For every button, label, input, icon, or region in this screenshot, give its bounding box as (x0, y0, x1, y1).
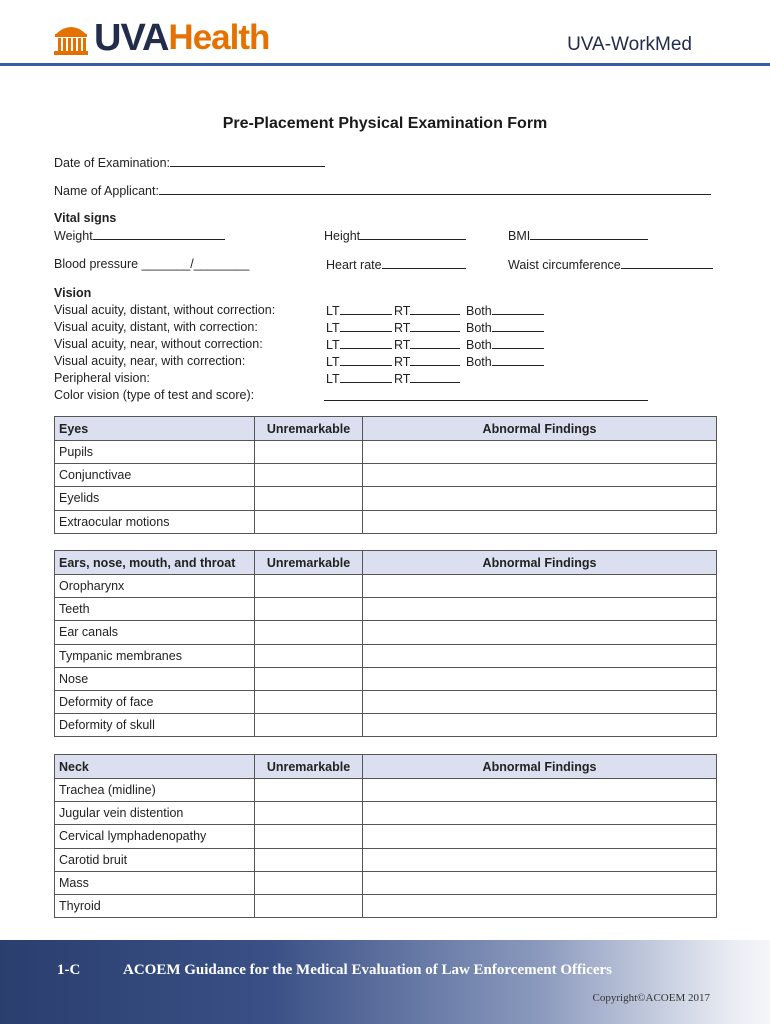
unremarkable-cell[interactable] (255, 825, 363, 848)
unremarkable-cell[interactable] (255, 690, 363, 713)
abnormal-cell[interactable] (363, 802, 717, 825)
abnormal-cell[interactable] (363, 825, 717, 848)
unremarkable-cell[interactable] (255, 714, 363, 737)
row-label: Eyelids (55, 487, 255, 510)
col-unremarkable: Unremarkable (255, 417, 363, 441)
lt-label: LT (326, 321, 340, 335)
vision-row-label: Visual acuity, near, without correction: (54, 337, 263, 351)
uva-health-logo (52, 17, 270, 59)
both-label: Both (466, 321, 492, 335)
abnormal-cell[interactable] (363, 464, 717, 487)
unremarkable-cell[interactable] (255, 510, 363, 533)
table-row (55, 464, 717, 487)
table-row (55, 848, 717, 871)
both-label: Both (466, 304, 492, 318)
vision-row-rt[interactable] (394, 354, 460, 369)
table-row (55, 871, 717, 894)
unremarkable-cell[interactable] (255, 779, 363, 802)
row-label: Extraocular motions (55, 510, 255, 533)
footer-page-number: 1-C (57, 962, 81, 978)
row-label: Ear canals (55, 621, 255, 644)
row-label: Trachea (midline) (55, 779, 255, 802)
lt-blank[interactable] (340, 303, 392, 315)
unremarkable-cell[interactable] (255, 644, 363, 667)
abnormal-cell[interactable] (363, 690, 717, 713)
rt-blank[interactable] (410, 337, 460, 349)
rt-blank[interactable] (410, 371, 460, 383)
vision-row-lt[interactable] (326, 371, 392, 386)
row-label: Teeth (55, 598, 255, 621)
rt-label: RT (394, 321, 411, 335)
lt-label: LT (326, 355, 340, 369)
lt-blank[interactable] (340, 320, 392, 332)
form-title: Pre-Placement Physical Examination Form (222, 115, 548, 132)
unremarkable-cell[interactable] (255, 894, 363, 917)
vision-row-lt[interactable] (326, 337, 392, 352)
color-vision-label: Color vision (type of test and score): (54, 388, 255, 402)
both-blank[interactable] (492, 303, 544, 315)
abnormal-cell[interactable] (363, 848, 717, 871)
abnormal-cell[interactable] (363, 621, 717, 644)
waist-blank[interactable] (621, 257, 713, 269)
unremarkable-cell[interactable] (255, 487, 363, 510)
page-header (0, 0, 770, 66)
vision-row-label: Visual acuity, near, with correction: (54, 354, 246, 368)
row-label: Carotid bruit (55, 848, 255, 871)
lt-label: LT (326, 372, 340, 386)
table-row (55, 779, 717, 802)
row-label: Deformity of face (55, 690, 255, 713)
weight-blank[interactable] (93, 228, 225, 240)
footer-title: ACOEM Guidance for the Medical Evaluation of Law Enforcement Officers (123, 962, 612, 978)
unremarkable-cell[interactable] (255, 667, 363, 690)
table-heading: Eyes (55, 417, 255, 441)
lt-blank[interactable] (340, 337, 392, 349)
lt-blank[interactable] (340, 371, 392, 383)
col-abnormal: Abnormal Findings (363, 755, 717, 779)
table-row (55, 510, 717, 533)
rt-blank[interactable] (410, 303, 460, 315)
unremarkable-cell[interactable] (255, 802, 363, 825)
table-row (55, 441, 717, 464)
col-abnormal: Abnormal Findings (363, 417, 717, 441)
row-label: Conjunctivae (55, 464, 255, 487)
table-row (55, 667, 717, 690)
height-label: Height (324, 229, 361, 243)
bmi-field[interactable] (508, 228, 648, 243)
heart-rate-field[interactable] (326, 257, 466, 272)
abnormal-cell[interactable] (363, 644, 717, 667)
height-field[interactable] (324, 228, 466, 243)
abnormal-cell[interactable] (363, 714, 717, 737)
lt-blank[interactable] (340, 354, 392, 366)
table-row (55, 487, 717, 510)
bmi-label: BMI (508, 229, 531, 243)
abnormal-cell[interactable] (363, 779, 717, 802)
table-header-row (55, 551, 717, 575)
logo-uva-text: UVA (94, 17, 169, 59)
vision-heading: Vision (54, 286, 92, 300)
abnormal-cell[interactable] (363, 575, 717, 598)
unremarkable-cell[interactable] (255, 871, 363, 894)
lt-label: LT (326, 338, 340, 352)
name-blank[interactable] (159, 183, 711, 195)
vision-row-label: Visual acuity, distant, without correction: (54, 303, 276, 317)
date-field[interactable] (54, 155, 325, 170)
table-row (55, 598, 717, 621)
table-row (55, 644, 717, 667)
abnormal-cell[interactable] (363, 598, 717, 621)
name-field[interactable] (54, 183, 711, 198)
table-heading: Neck (55, 755, 255, 779)
abnormal-cell[interactable] (363, 894, 717, 917)
rt-label: RT (394, 355, 411, 369)
table-header-row (55, 417, 717, 441)
vision-row-rt[interactable] (394, 303, 460, 318)
vision-row-label: Visual acuity, distant, with correction: (54, 320, 258, 334)
color-vision-blank[interactable] (324, 400, 648, 401)
table-row (55, 825, 717, 848)
header-divider (0, 63, 770, 66)
row-label: Jugular vein distention (55, 802, 255, 825)
bp-label: Blood pressure (54, 257, 139, 271)
vital-signs-heading: Vital signs (54, 211, 117, 225)
logo-health-text: Health (168, 18, 270, 57)
date-blank[interactable] (170, 155, 325, 167)
blood-pressure-field[interactable] (54, 257, 249, 271)
heart-rate-label: Heart rate (326, 258, 382, 272)
table-row (55, 802, 717, 825)
vision-row-both[interactable] (466, 320, 544, 335)
vision-row-lt[interactable] (326, 320, 392, 335)
both-blank[interactable] (492, 337, 544, 349)
unremarkable-cell[interactable] (255, 464, 363, 487)
rotunda-icon (52, 20, 90, 56)
rt-label: RT (394, 338, 411, 352)
lt-label: LT (326, 304, 340, 318)
both-blank[interactable] (492, 354, 544, 366)
table-row (55, 575, 717, 598)
abnormal-cell[interactable] (363, 510, 717, 533)
both-blank[interactable] (492, 320, 544, 332)
col-abnormal: Abnormal Findings (363, 551, 717, 575)
row-label: Mass (55, 871, 255, 894)
col-unremarkable: Unremarkable (255, 755, 363, 779)
abnormal-cell[interactable] (363, 871, 717, 894)
vision-row-rt[interactable] (394, 337, 460, 352)
neck-table (54, 754, 717, 918)
eyes-table (54, 416, 717, 534)
row-label: Nose (55, 667, 255, 690)
vision-row-lt[interactable] (326, 303, 392, 318)
row-label: Oropharynx (55, 575, 255, 598)
footer-copyright: Copyright©ACOEM 2017 (592, 992, 710, 1004)
weight-label: Weight (54, 229, 93, 243)
table-row (55, 894, 717, 917)
table-heading: Ears, nose, mouth, and throat (55, 551, 255, 575)
unremarkable-cell[interactable] (255, 621, 363, 644)
table-row (55, 621, 717, 644)
rt-blank[interactable] (410, 354, 460, 366)
unremarkable-cell[interactable] (255, 848, 363, 871)
table-header-row (55, 755, 717, 779)
col-unremarkable: Unremarkable (255, 551, 363, 575)
rt-label: RT (394, 372, 411, 386)
abnormal-cell[interactable] (363, 667, 717, 690)
row-label: Cervical lymphadenopathy (55, 825, 255, 848)
vision-row-label: Peripheral vision: (54, 371, 150, 385)
bp-blank[interactable]: _______/________ (141, 257, 250, 271)
unremarkable-cell[interactable] (255, 598, 363, 621)
rt-label: RT (394, 304, 411, 318)
date-label: Date of Examination: (54, 156, 171, 170)
weight-field[interactable] (54, 228, 225, 243)
row-label: Deformity of skull (55, 714, 255, 737)
table-row (55, 714, 717, 737)
waist-label: Waist circumference (508, 258, 621, 272)
name-label: Name of Applicant: (54, 184, 159, 198)
row-label: Thyroid (55, 894, 255, 917)
vision-row-rt[interactable] (394, 320, 460, 335)
abnormal-cell[interactable] (363, 487, 717, 510)
vision-row-both[interactable] (466, 354, 544, 369)
page-footer (0, 940, 770, 1024)
vision-row-both[interactable] (466, 303, 544, 318)
row-label: Tympanic membranes (55, 644, 255, 667)
abnormal-cell[interactable] (363, 441, 717, 464)
both-label: Both (466, 338, 492, 352)
rt-blank[interactable] (410, 320, 460, 332)
table-row (55, 690, 717, 713)
vision-row-lt[interactable] (326, 354, 392, 369)
row-label: Pupils (55, 441, 255, 464)
heart-rate-blank[interactable] (382, 257, 466, 269)
bmi-blank[interactable] (530, 228, 648, 240)
ent-table (54, 550, 717, 737)
both-label: Both (466, 355, 492, 369)
vision-row-rt[interactable] (394, 371, 460, 386)
vision-row-both[interactable] (466, 337, 544, 352)
height-blank[interactable] (360, 228, 466, 240)
waist-field[interactable] (508, 257, 713, 272)
brand-name: UVA-WorkMed (567, 34, 692, 55)
unremarkable-cell[interactable] (255, 575, 363, 598)
unremarkable-cell[interactable] (255, 441, 363, 464)
